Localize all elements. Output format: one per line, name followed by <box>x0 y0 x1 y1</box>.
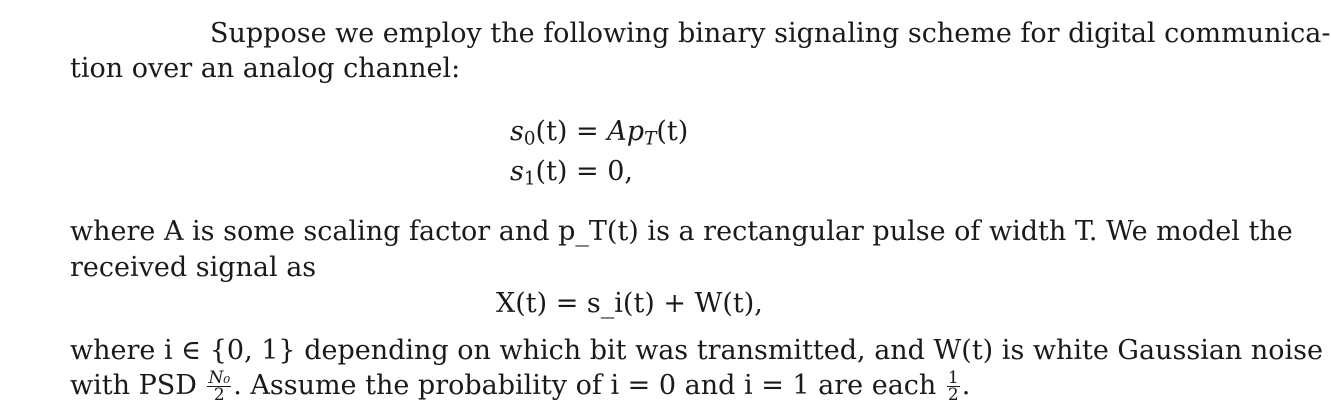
paragraph-2-line-1-text: where A is some scaling factor and p_T(t) is a rectangular pulse of width T. We model the <box>70 216 1293 247</box>
s0-rhs-argument: (t) <box>656 116 689 147</box>
equation-x: X(t) = s_i(t) + W(t), <box>496 288 763 319</box>
s1-symbol: s <box>510 156 524 187</box>
paragraph-3-line-1: where i ∈ {0, 1} depending on which bit was transmitted, and W(t) is white Gaussian noise <box>70 335 1324 366</box>
paragraph-1-line-2: tion over an analog channel: <box>70 53 461 84</box>
s1-argument: (t) = 0, <box>535 156 634 187</box>
psd-label: with PSD <box>70 370 197 401</box>
s0-symbol: s <box>510 116 524 147</box>
final-period: . <box>961 370 971 401</box>
probability-text: . Assume the probability of i = 0 and i = 1 are each <box>233 370 937 401</box>
psd-denominator: 2 <box>213 385 225 405</box>
equation-s0 <box>510 115 688 149</box>
s0-rhs: Ap <box>607 116 645 147</box>
paragraph-3-line-2 <box>70 369 970 403</box>
s0-argument: (t) = <box>535 116 608 147</box>
s1-subscript: 1 <box>523 168 536 190</box>
half-fraction <box>947 370 960 403</box>
paragraph-1-line-1: Suppose we employ the following binary signaling scheme for digital communica- <box>210 18 1331 49</box>
half-denominator: 2 <box>947 385 959 405</box>
paragraph-2-line-2: received signal as <box>70 252 317 283</box>
psd-fraction <box>207 370 231 403</box>
half-numerator: 1 <box>947 368 959 388</box>
equation-s1 <box>510 155 633 189</box>
s0-rhs-subscript: T <box>644 128 657 150</box>
s0-subscript: 0 <box>523 128 536 150</box>
psd-numerator: N₀ <box>208 368 231 388</box>
paragraph-2-line-1 <box>70 215 1293 249</box>
